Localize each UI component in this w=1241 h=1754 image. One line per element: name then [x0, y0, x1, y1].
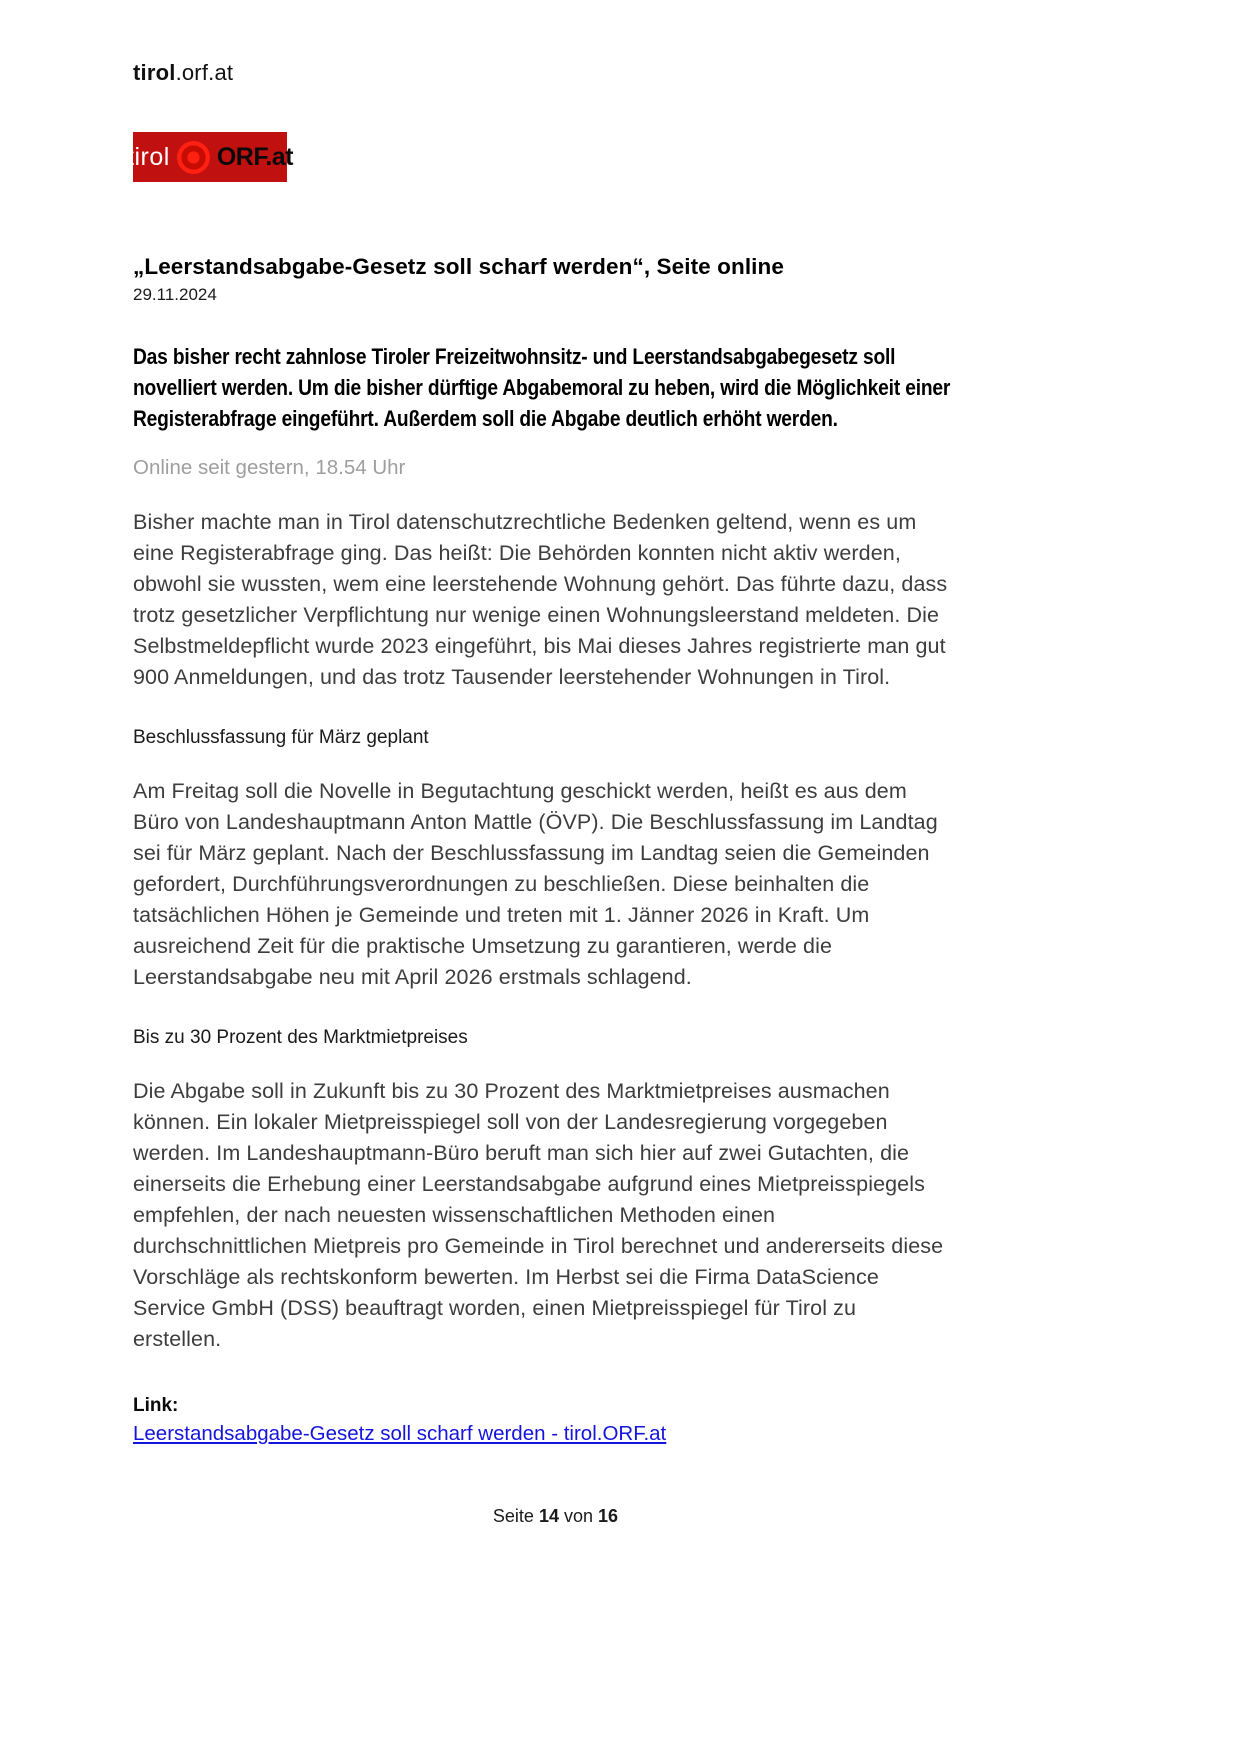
article-date: 29.11.2024	[133, 285, 217, 304]
footer-of: von	[564, 1506, 594, 1526]
tirol-orf-logo	[127, 132, 293, 182]
logo-orf-label: ORF.at	[216, 142, 293, 171]
article-paragraph-2: Am Freitag soll die Novelle in Begutachtung geschickt werden, heißt es aus dem Büro von Landeshauptmann Anton Mattle (ÖVP). Die Beschlussfassung im Landtag sei für März geplant. Nach der Beschlussfassung im Landtag seien die Gemeinden gefordert, Durchführungsverordnungen zu beschließen. Diese beinhalten die tatsächlichen Höhen je Gemeinde und treten mit 1. Jänner 2026 in Kraft. Um ausreichend Zeit für die praktische Umsetzung zu garantieren, werde die Leerstandsabgabe neu mit April 2026 erstmals schlagend.	[133, 779, 938, 989]
site-url	[133, 60, 978, 86]
link-label: Link:	[133, 1395, 179, 1416]
article-subheading-2: Bis zu 30 Prozent des Marktmietpreises	[133, 1027, 468, 1048]
footer-prefix: Seite	[492, 1506, 534, 1526]
page-number-footer	[133, 1506, 978, 1527]
article-paragraph-1: Bisher machte man in Tirol datenschutzrechtliche Bedenken geltend, wenn es um eine Registerabfrage ging. Das heißt: Die Behörden konnten nicht aktiv werden, obwohl sie wussten, wem eine leerstehende Wohnung gehört. Das führte dazu, dass trotz gesetzlicher Verpflichtung nur wenige einen Wohnungsleerstand meldeten. Die Selbstmeldepflicht wurde 2023 eingeführt, bis Mai dieses Jahres registrierte man gut 900 Anmeldungen, und das trotz Tausender leerstehender Wohnungen in Tirol.	[133, 510, 948, 689]
article-paragraph-3: Die Abgabe soll in Zukunft bis zu 30 Prozent des Marktmietpreises ausmachen können. Ein lokaler Mietpreisspiegel soll von der Landesregierung vorgegeben werden. Im Landeshauptmann-Büro beruft man sich hier auf zwei Gutachten, die einerseits die Erhebung einer Leerstandsabgabe aufgrund eines Mietpreisspiegels empfehlen, der nach neuesten wissenschaftlichen Methoden einen durchschnittlichen Mietpreis pro Gemeinde in Tirol berechnet und andererseits diese Vorschläge als rechtskonform bewerten. Im Herbst sei die Firma DataScience Service GmbH (DSS) beauftragt worden, einen Mietpreisspiegel für Tirol zu erstellen.	[133, 1079, 944, 1351]
site-url-suffix: .orf.at	[175, 60, 234, 85]
orf-eye-icon	[177, 141, 210, 174]
logo-tirol-label: tirol	[127, 142, 170, 171]
article-link[interactable]: Leerstandsabgabe-Gesetz soll scharf werden - tirol.ORF.at	[133, 1422, 667, 1445]
online-since-timestamp: Online seit gestern, 18.54 Uhr	[133, 456, 406, 479]
footer-page-number: 14	[538, 1506, 559, 1526]
article-lead: Das bisher recht zahnlose Tiroler Freizeitwohnsitz- und Leerstandsabgabegesetz soll novelliert werden. Um die bisher dürftige Abgabemoral zu heben, wird die Möglichkeit einer Registerabfrage eingeführt. Außerdem soll die Abgabe deutlich erhöht werden.	[133, 344, 951, 431]
article-subheading-1: Beschlussfassung für März geplant	[133, 727, 429, 748]
site-url-domain: tirol	[133, 60, 176, 85]
footer-total-pages: 16	[598, 1506, 619, 1526]
article-title: „Leerstandsabgabe-Gesetz soll scharf werden“, Seite online	[133, 254, 784, 279]
